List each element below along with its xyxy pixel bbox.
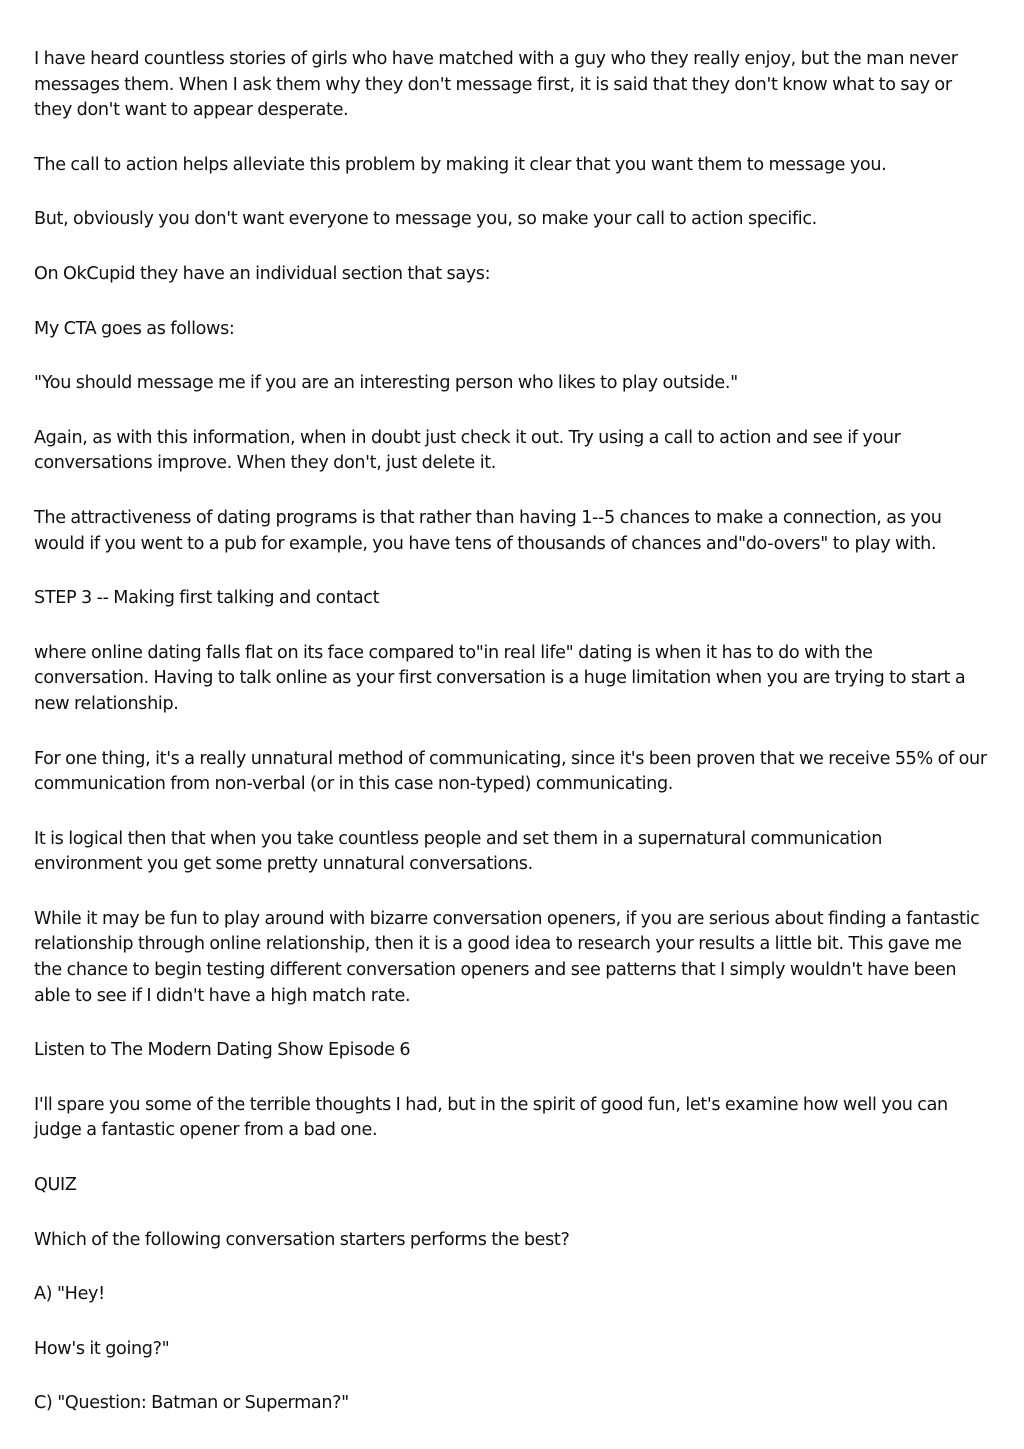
paragraph-conversation-openers: While it may be fun to play around with bizarre conversation openers, if you are serious about finding a fantastic relationship through online relationship, then it is a good idea to research your results a little bit. This gave me the chance to begin testing different conversation openers and see patterns that I simply wouldn't have been able to see if I didn't have a high match rate. — [34, 908, 980, 1006]
paragraph-call-to-action: The call to action helps alleviate this problem by making it clear that you want them to message you. — [34, 154, 887, 175]
paragraph-non-verbal: For one thing, it's a really unnatural method of communicating, since it's been proven that we receive 55% of our communication from non-verbal (or in this case non-typed) communicating. — [34, 748, 987, 795]
quiz-option-c: C) "Question: Batman or Superman?" — [34, 1393, 349, 1414]
paragraph-okcupid-section: On OkCupid they have an individual section that says: — [34, 263, 491, 284]
paragraph-cta-quote: "You should message me if you are an interesting person who likes to play outside." — [34, 373, 738, 394]
paragraph-intro-stories: I have heard countless stories of girls who have matched with a guy who they really enjoy, but the man never messages them. When I ask them why they don't message first, it is said that they don't know what to say or they don't want to appear desperate. — [34, 49, 958, 121]
paragraph-judge-opener: I'll spare you some of the terrible thoughts I had, but in the spirit of good fun, let's examine how well you can judge a fantastic opener from a bad one. — [34, 1094, 948, 1141]
paragraph-online-conversation: where online dating falls flat on its face compared to"in real life" dating is when it has to do with the conversation. Having to talk online as your first conversation is a huge limitation when you are trying to start a new relationship. — [34, 642, 966, 714]
paragraph-unnatural-conversations: It is logical then that when you take countless people and set them in a supernatural communication environment you get some pretty unnatural conversations. — [34, 828, 882, 875]
paragraph-my-cta: My CTA goes as follows: — [34, 318, 235, 339]
paragraph-cta-specific: But, obviously you don't want everyone to message you, so make your call to action specific. — [34, 209, 817, 230]
quiz-option-a-continued: How's it going?" — [34, 1338, 170, 1359]
quiz-option-a: A) "Hey! — [34, 1284, 105, 1305]
quiz-question: Which of the following conversation starters performs the best? — [34, 1229, 570, 1250]
quiz-heading: QUIZ — [34, 1175, 77, 1196]
paragraph-test-cta: Again, as with this information, when in doubt just check it out. Try using a call to action and see if your conversations improve. When they don't, just delete it. — [34, 427, 901, 474]
document-body — [34, 47, 992, 1446]
paragraph-podcast-mention: Listen to The Modern Dating Show Episode 6 — [34, 1040, 411, 1061]
paragraph-dating-programs: The attractiveness of dating programs is that rather than having 1--5 chances to make a connection, as you would if you went to a pub for example, you have tens of thousands of chances and"do-overs" to play with. — [34, 507, 942, 554]
section-heading-step-3: STEP 3 -- Making first talking and contact — [34, 588, 380, 609]
